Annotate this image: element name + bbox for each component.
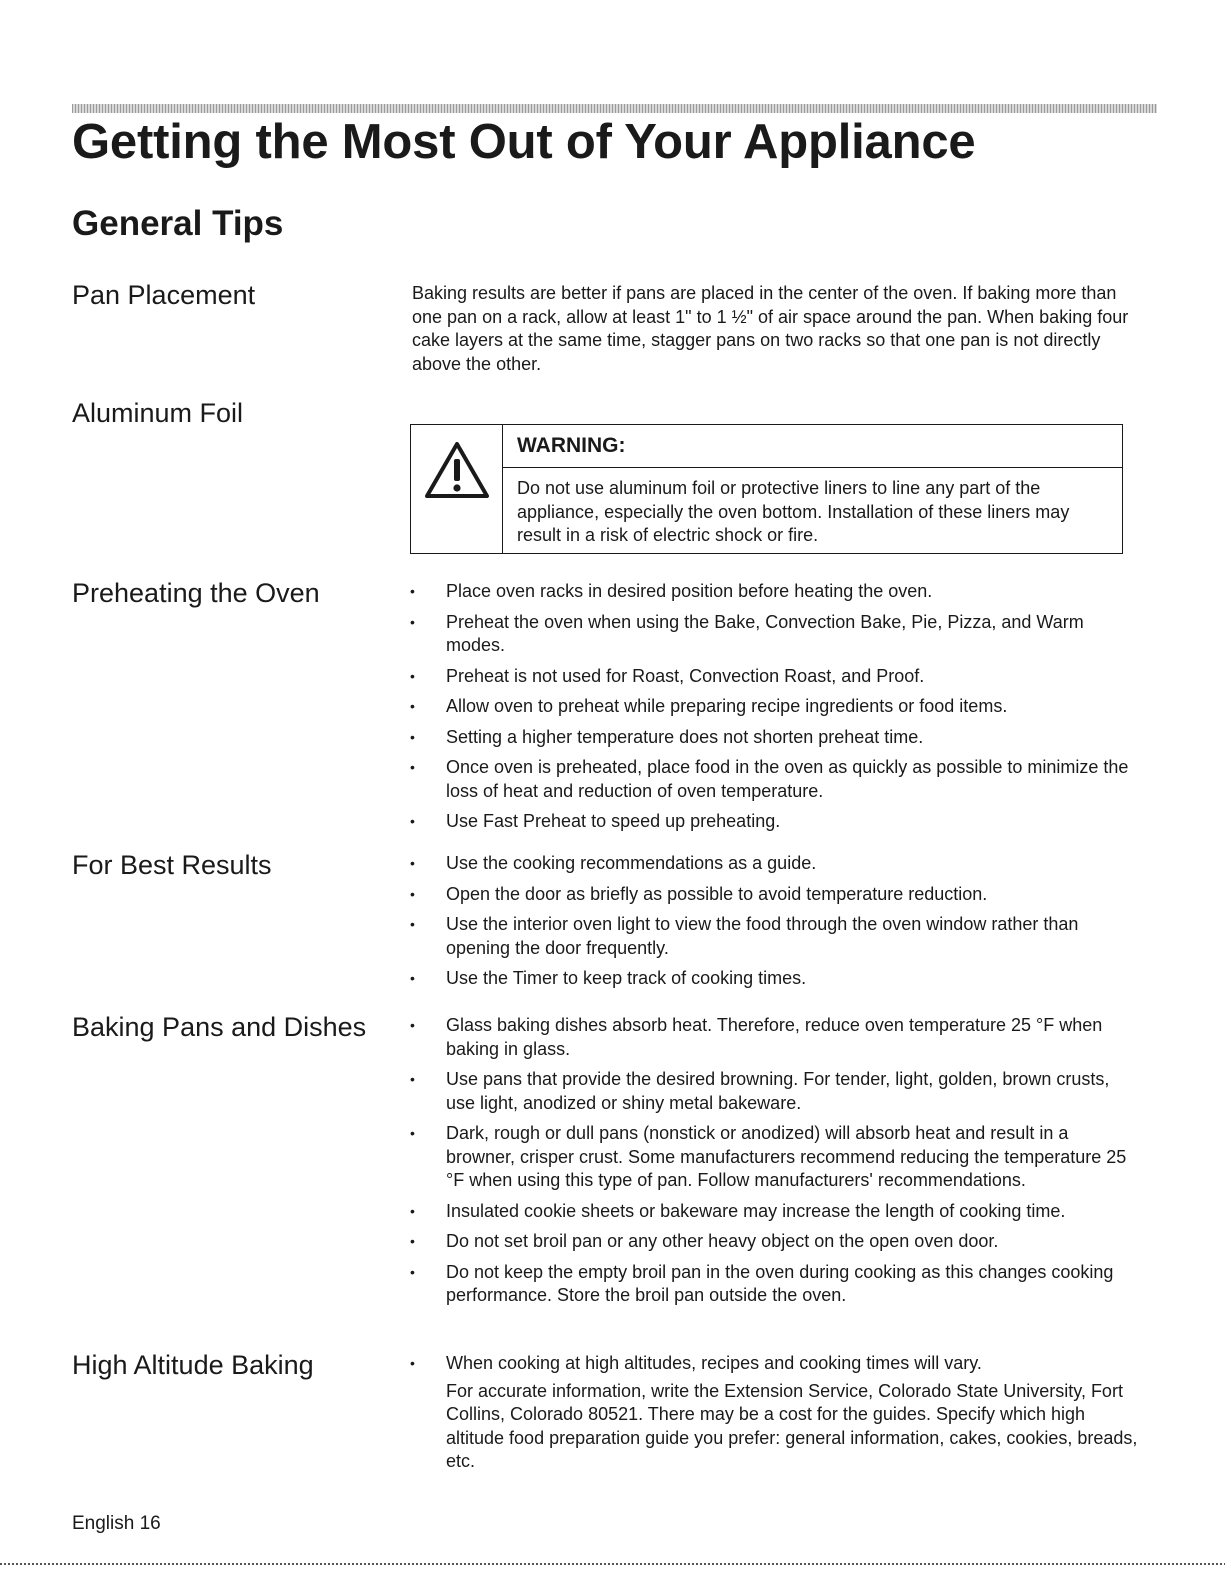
top-decorative-rule	[72, 104, 1157, 113]
bullet-icon: •	[410, 583, 415, 599]
list-item: • When cooking at high altitudes, recipes and cooking times will vary.	[412, 1352, 1142, 1376]
list-item: • Preheat is not used for Roast, Convection Roast, and Proof.	[412, 665, 1142, 689]
bullet-icon: •	[410, 1263, 415, 1280]
warning-icon-cell	[411, 425, 503, 553]
list-item: • Do not set broil pan or any other heavy object on the open oven door.	[412, 1230, 1142, 1254]
high-altitude-note: For accurate information, write the Extension Service, Colorado State University, Fort Collins, Colorado 80521. There may be a cost for the guides. Specify which high altitude food preparation guide you prefer: general information, cakes, cookies, breads, etc.	[446, 1380, 1138, 1471]
section-heading: General Tips	[72, 204, 284, 243]
list-item: • Use the Timer to keep track of cooking times.	[412, 967, 1142, 991]
bullet-icon: •	[410, 1202, 415, 1219]
warning-box	[410, 424, 1123, 554]
warning-triangle-icon	[424, 441, 490, 499]
bullet-icon: •	[410, 855, 415, 871]
list-item: • Glass baking dishes absorb heat. Therefore, reduce oven temperature 25 °F when baking in glass.	[410, 1015, 1103, 1059]
list-item: • Open the door as briefly as possible to avoid temperature reduction.	[412, 883, 1142, 907]
list-item: • Use Fast Preheat to speed up preheating.	[412, 810, 1142, 834]
pan-placement-heading: Pan Placement	[72, 280, 256, 310]
list-item: • Place oven racks in desired position before heating the oven.	[412, 580, 1142, 604]
baking-pans-heading: Baking Pans and Dishes	[72, 1012, 367, 1042]
bullet-icon: •	[410, 613, 415, 630]
bullet-icon: •	[410, 1125, 415, 1141]
list-item: • Use the cooking recommendations as a guide.	[412, 852, 1142, 876]
warning-header	[503, 425, 1122, 468]
bullet-icon: •	[410, 1233, 415, 1249]
bullet-icon: •	[410, 1071, 415, 1087]
bullet-icon: •	[410, 667, 415, 684]
page-number: English 16	[72, 1513, 161, 1534]
list-item: • Once oven is preheated, place food in the oven as quickly as possible to minimize the loss of heat and reduction of oven temperature.	[410, 757, 1129, 801]
pan-placement-text: Baking results are better if pans are placed in the center of the oven. If baking more than one pan on a rack, allow at least 1" to 1 ½" of air space around the pan. When baking four cake layers at the same time, stagger pans on two racks so that one pan is not directly above the other.	[412, 283, 1129, 374]
list-item: • Do not keep the empty broil pan in the oven during cooking as this changes cooking performance. Store the broil pan outside the oven.	[410, 1261, 1114, 1305]
bottom-decorative-rule	[0, 1563, 1225, 1565]
list-item: • Allow oven to preheat while preparing recipe ingredients or food items.	[412, 695, 1142, 719]
baking-pans-list	[412, 1014, 1142, 1315]
best-results-list	[412, 852, 1142, 998]
bullet-icon: •	[410, 1355, 415, 1371]
high-altitude-list	[412, 1352, 1142, 1474]
high-altitude-heading: High Altitude Baking	[72, 1350, 314, 1380]
bullet-icon: •	[410, 759, 415, 775]
warning-text: Do not use aluminum foil or protective liners to line any part of the appliance, especially the oven bottom. Installation of these liners may result in a risk of electric shock or fire.	[517, 478, 1070, 545]
bullet-icon: •	[410, 970, 415, 986]
warning-title: WARNING:	[517, 434, 626, 457]
bullet-icon: •	[410, 1017, 415, 1033]
page-title: Getting the Most Out of Your Appliance	[72, 115, 976, 169]
bullet-icon: •	[410, 813, 415, 829]
aluminum-foil-heading: Aluminum Foil	[72, 398, 244, 428]
list-item: • Preheat the oven when using the Bake, Convection Bake, Pie, Pizza, and Warm modes.	[410, 611, 1084, 655]
bullet-icon: •	[410, 698, 415, 714]
list-item: • Dark, rough or dull pans (nonstick or anodized) will absorb heat and result in a browner, crisper crust. Some manufacturers recommend reducing the temperature 25 °F when using this type of pan. Follow manufacturers' recommendations.	[410, 1123, 1127, 1190]
bullet-icon: •	[410, 885, 415, 902]
list-item: • Use the interior oven light to view the food through the oven window rather than opening the door frequently.	[410, 914, 1079, 958]
preheating-list	[412, 580, 1142, 841]
bullet-icon: •	[410, 728, 415, 745]
list-item: • Setting a higher temperature does not shorten preheat time.	[412, 726, 1142, 750]
list-item: • Insulated cookie sheets or bakeware may increase the length of cooking time.	[412, 1200, 1142, 1224]
best-results-heading: For Best Results	[72, 850, 272, 880]
bullet-icon: •	[410, 916, 415, 932]
list-item: • Use pans that provide the desired browning. For tender, light, golden, brown crusts, use light, anodized or shiny metal bakeware.	[410, 1069, 1110, 1113]
preheating-heading: Preheating the Oven	[72, 578, 320, 608]
